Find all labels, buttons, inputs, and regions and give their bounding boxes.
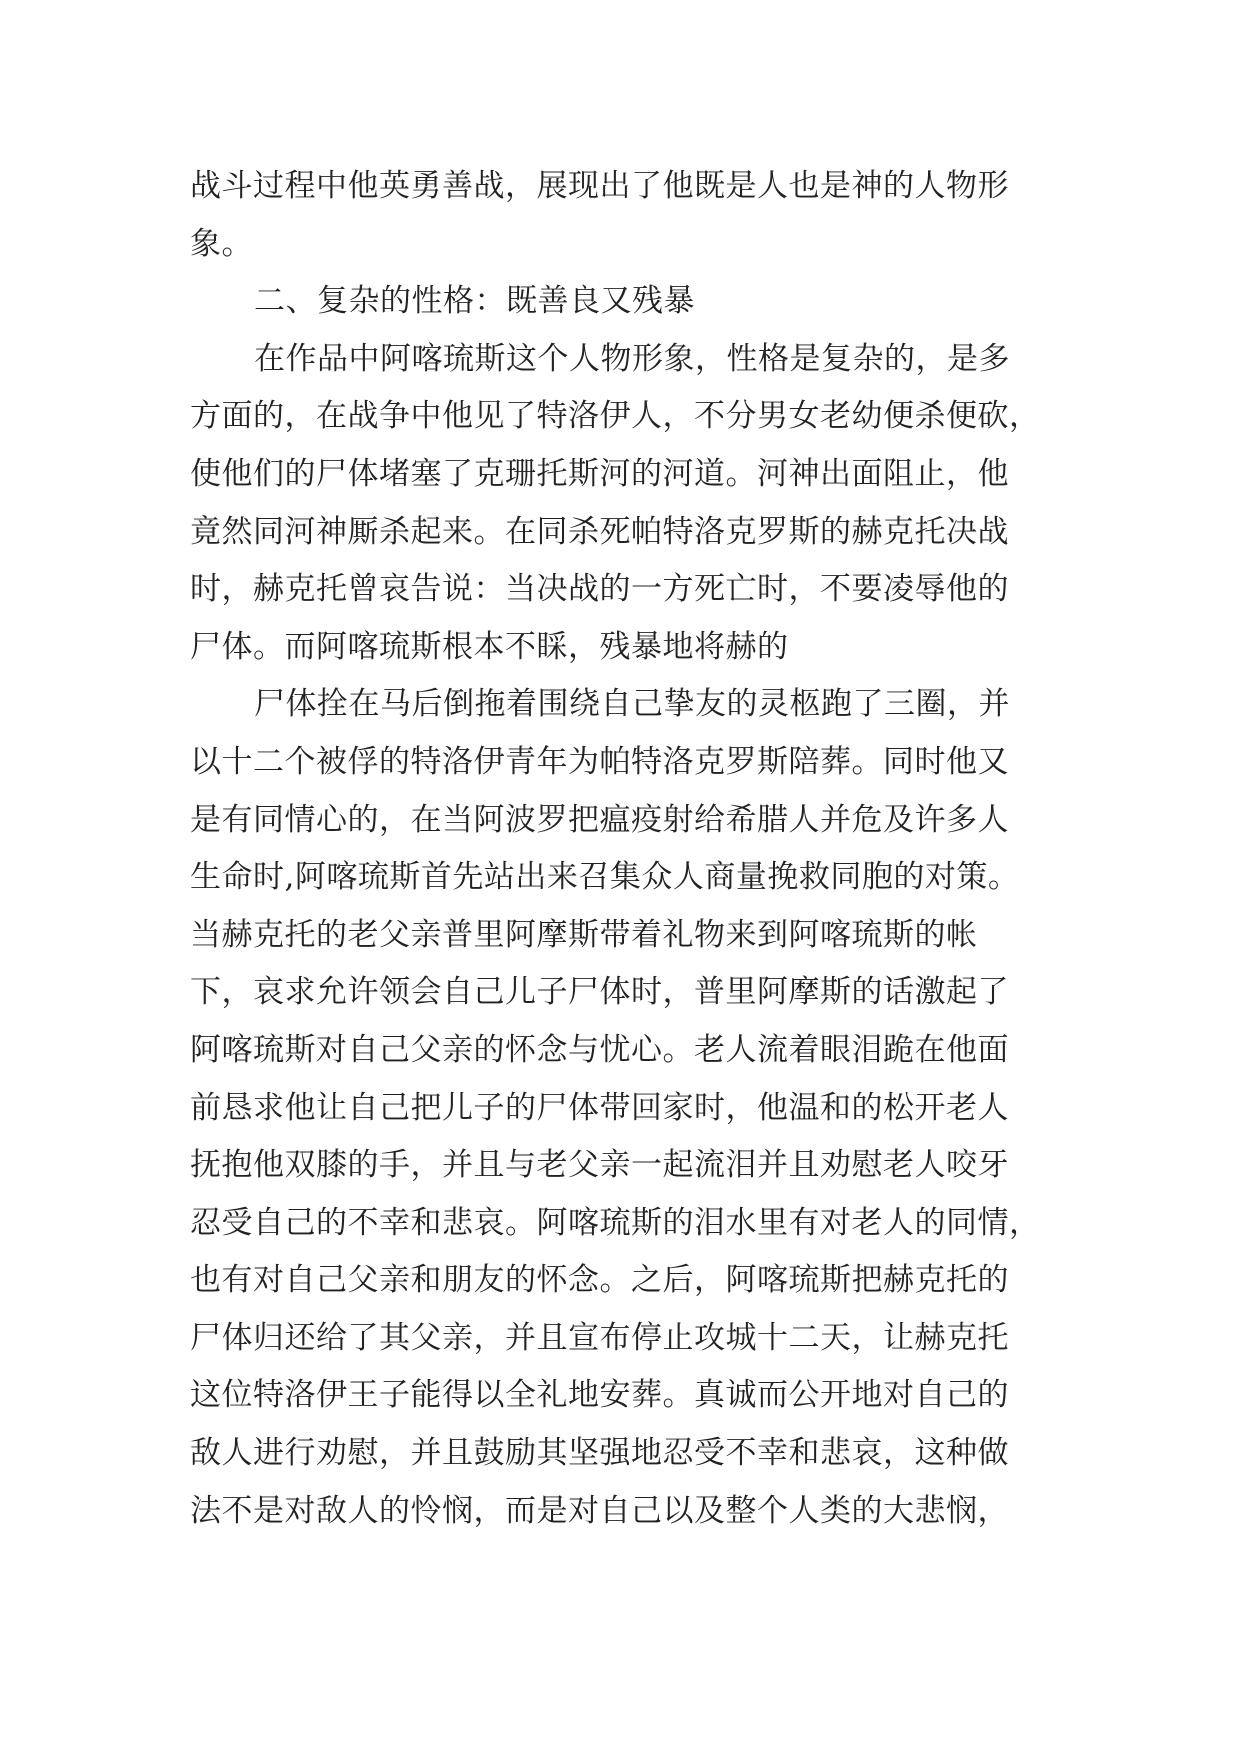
text-line: 前恳求他让自己把儿子的尸体带回家时，他温和的松开老人 (190, 1089, 1009, 1126)
text-line: 法不是对敌人的怜悯，而是对自己以及整个人类的大悲悯， (190, 1492, 1009, 1529)
text-line: 生命时,阿喀琉斯首先站出来召集众人商量挽救同胞的对策。 (190, 859, 1020, 896)
body-text (190, 158, 1058, 1540)
section-heading: 二、复杂的性格：既善良又残暴 (254, 283, 695, 320)
text-line: 也有对自己父亲和朋友的怀念。之后，阿喀琉斯把赫克托的 (190, 1262, 1009, 1299)
text-line: 使他们的尸体堵塞了克珊托斯河的河道。河神出面阻止，他 (190, 455, 1009, 492)
text-line: 尸体。而阿喀琉斯根本不睬，残暴地将赫的 (190, 628, 789, 665)
text-line: 这位特洛伊王子能得以全礼地安葬。真诚而公开地对自己的 (190, 1377, 1009, 1414)
text-line: 敌人进行劝慰，并且鼓励其坚强地忍受不幸和悲哀，这种做 (190, 1435, 1009, 1472)
text-line: 以十二个被俘的特洛伊青年为帕特洛克罗斯陪葬。同时他又 (190, 743, 1009, 780)
text-line: 在作品中阿喀琉斯这个人物形象，性格是复杂的，是多 (254, 340, 1010, 377)
text-line: 方面的，在战争中他见了特洛伊人，不分男女老幼便杀便砍， (190, 398, 1041, 435)
text-line: 阿喀琉斯对自己父亲的怀念与忧心。老人流着眼泪跪在他面 (190, 1031, 1009, 1068)
text-line: 尸体归还给了其父亲，并且宣布停止攻城十二天，让赫克托 (190, 1319, 1009, 1356)
text-line: 竟然同河神厮杀起来。在同杀死帕特洛克罗斯的赫克托决战 (190, 513, 1009, 550)
text-line: 忍受自己的不幸和悲哀。阿喀琉斯的泪水里有对老人的同情， (190, 1204, 1041, 1241)
text-line: 下，哀求允许领会自己儿子尸体时，普里阿摩斯的话激起了 (190, 974, 1009, 1011)
text-line: 是有同情心的，在当阿波罗把瘟疫射给希腊人并危及许多人 (190, 801, 1009, 838)
text-line: 象。 (190, 225, 253, 262)
text-line: 时，赫克托曾哀告说：当决战的一方死亡时，不要凌辱他的 (190, 571, 1009, 608)
text-line: 战斗过程中他英勇善战，展现出了他既是人也是神的人物形 (190, 168, 1009, 204)
text-line: 尸体拴在马后倒拖着围绕自己挚友的灵柩跑了三圈，并 (254, 686, 1010, 723)
text-line: 当赫克托的老父亲普里阿摩斯带着礼物来到阿喀琉斯的帐 (190, 916, 978, 953)
text-line: 抚抱他双膝的手，并且与老父亲一起流泪并且劝慰老人咬牙 (190, 1147, 1009, 1184)
